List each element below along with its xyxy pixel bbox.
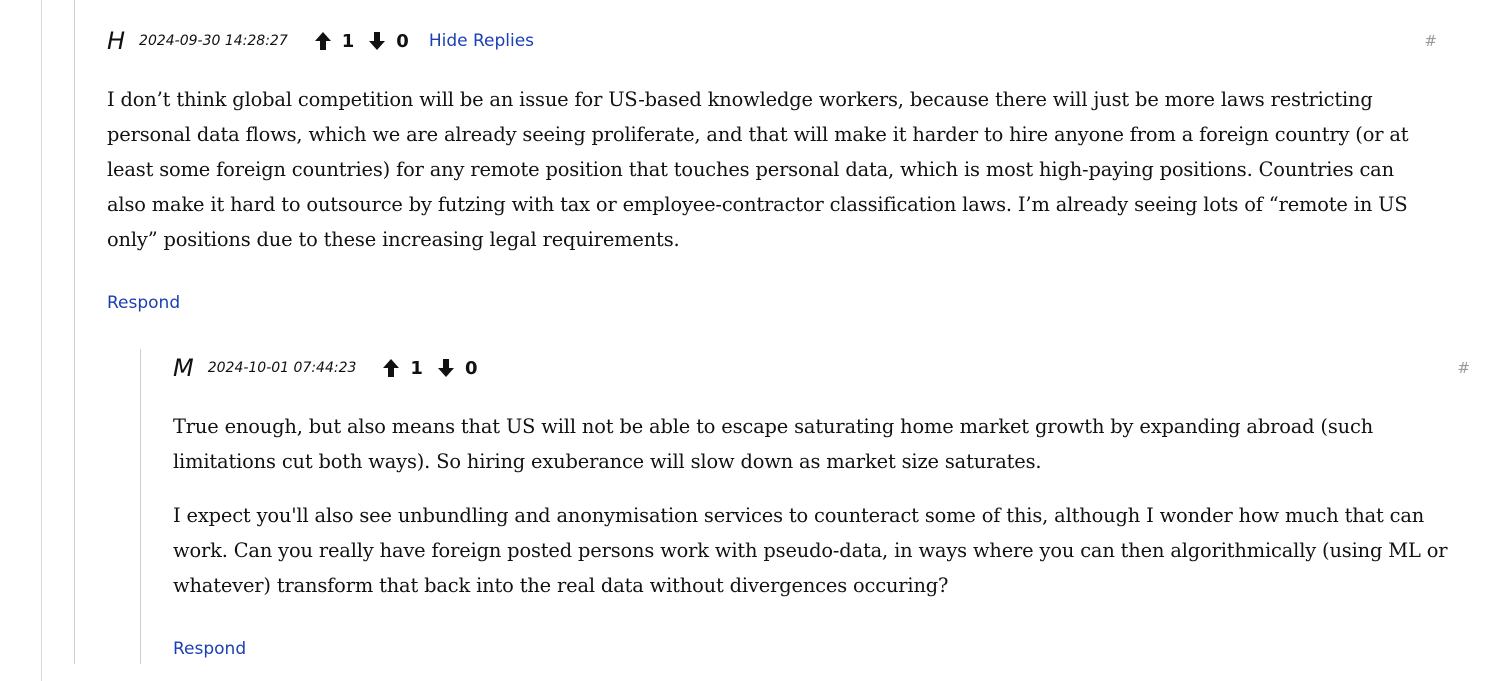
reply-comment [140, 349, 1490, 664]
reply-meta [173, 353, 491, 383]
reply-downvote-count: 0 [464, 357, 478, 379]
comment-body [107, 82, 1437, 257]
comment-paragraph: I don’t think global competition will be an issue for US-based knowledge workers, because there will just be more laws restricting personal data flows, which we are already seeing proliferate, and that will make it harder to hire anyone from a foreign country (or at least some foreign countries) for any remote position that touches personal data, which is most high-paying positions. Countries can also make it hard to outsource by futzing with tax or employee-contractor classification laws. I’m already seeing lots of “remote in US only” positions due to these increasing legal requirements. [107, 88, 1409, 251]
reply-upvote-button[interactable] [382, 358, 400, 378]
reply-respond-link[interactable]: Respond [173, 639, 247, 659]
reply-paragraph: True enough, but also means that US will not be able to escape saturating home market growth by expanding abroad (such limitations cut both ways). So hiring exuberance will slow down as market size saturates. [173, 415, 1374, 473]
respond-link[interactable]: Respond [107, 293, 181, 313]
hide-replies-link[interactable]: Hide Replies [428, 31, 535, 51]
comment-timestamp: 2024-09-30 14:28:27 [139, 33, 288, 49]
downvote-count: 0 [396, 30, 409, 52]
comment [74, 0, 1470, 664]
reply-timestamp: 2024-10-01 07:44:23 [207, 360, 357, 376]
upvote-count: 1 [341, 30, 355, 52]
reply-downvote-button[interactable] [437, 358, 455, 378]
reply-upvote-count: 1 [410, 357, 423, 379]
comment-author[interactable]: H [107, 27, 126, 55]
upvote-button[interactable] [314, 31, 332, 51]
arrow-up-icon [382, 358, 400, 378]
reply-author[interactable]: M [173, 354, 194, 382]
comment-meta [107, 26, 534, 56]
vote-controls [314, 31, 423, 52]
reply-paragraph: I expect you'll also see unbundling and anonymisation services to counteract some of this, although I wonder how much that can work. Can you really have foreign posted persons work with pseudo-data, in ways where you can then algorithmically (using ML or whatever) transform that back into the real data without divergences occuring? [173, 504, 1448, 597]
reply-vote-controls [382, 358, 491, 379]
arrow-up-icon [314, 31, 332, 51]
downvote-button[interactable] [368, 31, 386, 51]
arrow-down-icon [368, 31, 386, 51]
arrow-down-icon [437, 358, 455, 378]
reply-body [173, 409, 1471, 603]
reply-permalink[interactable]: # [1457, 359, 1470, 377]
permalink[interactable]: # [1424, 32, 1437, 50]
thread-line [41, 0, 42, 681]
